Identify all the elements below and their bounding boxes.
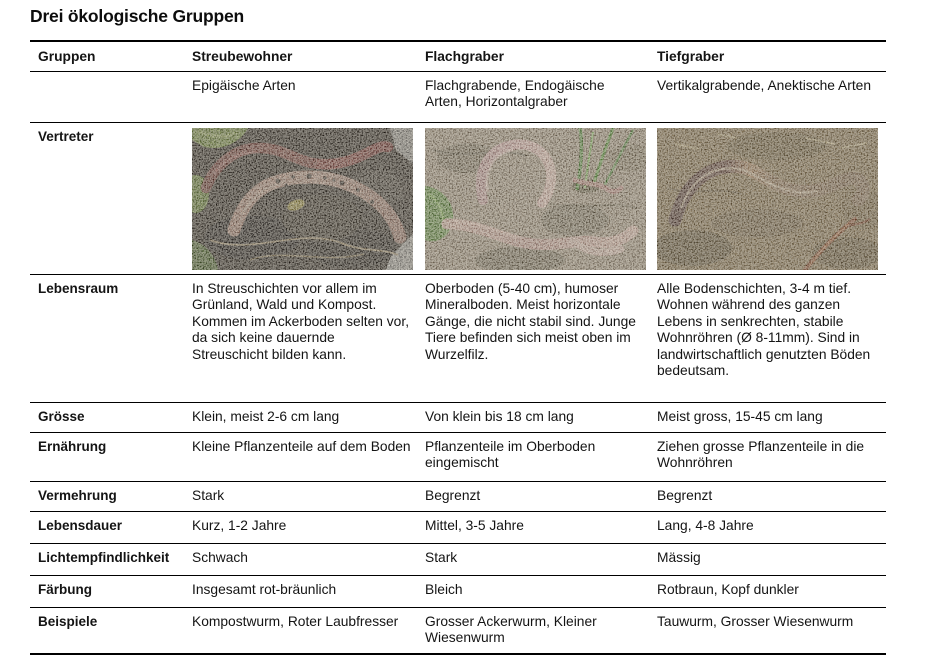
row-label: Vermehrung: [38, 487, 117, 503]
cell-licht-streubewohner: Schwach: [192, 549, 248, 565]
cell-ernaehrung-tiefgraber: Ziehen grosse Pflanzenteile in die Wohnröhren: [657, 438, 865, 470]
description-streubewohner: Epigäische Arten: [192, 77, 296, 93]
table-row-ernaehrung: [30, 432, 886, 481]
cell-lebensdauer-tiefgraber: Lang, 4-8 Jahre: [657, 517, 754, 533]
table-row-faerbung: [30, 575, 886, 607]
row-label: Färbung: [38, 581, 92, 597]
column-header-tiefgraber: Tiefgraber: [657, 49, 725, 64]
description-flachgraber: Flachgrabende, Endogäische Arten, Horizontalgraber: [425, 77, 605, 109]
cell-groesse-tiefgraber: Meist gross, 15-45 cm lang: [657, 408, 823, 424]
row-label: Lebensdauer: [38, 517, 123, 533]
table-row-beispiele: [30, 607, 886, 653]
cell-licht-flachgraber: Stark: [425, 549, 458, 565]
vertreter-cell-tiefgraber: [657, 123, 886, 274]
table-header-row: [30, 40, 886, 71]
cell-beispiele-flachgraber: Grosser Ackerwurm, Kleiner Wiesenwurm: [425, 613, 597, 645]
description-tiefgraber: Vertikalgrabende, Anektische Arten: [657, 77, 871, 93]
cell-lebensdauer-streubewohner: Kurz, 1-2 Jahre: [192, 517, 287, 533]
streubewohner-worms-photo: [192, 128, 413, 270]
cell-faerbung-tiefgraber: Rotbraun, Kopf dunkler: [657, 581, 799, 597]
column-header-streubewohner: Streubewohner: [192, 49, 293, 64]
row-label: Ernährung: [38, 438, 107, 454]
row-label-empty: [30, 72, 192, 122]
row-label-vertreter: Vertreter: [38, 128, 94, 144]
table-row-vermehrung: [30, 481, 886, 511]
table-row-groesse: [30, 402, 886, 432]
cell-vermehrung-tiefgraber: Begrenzt: [657, 487, 713, 503]
column-header-flachgraber: Flachgraber: [425, 49, 504, 64]
table-row-lebensraum: [30, 274, 886, 402]
cell-vermehrung-flachgraber: Begrenzt: [425, 487, 481, 503]
flachgraber-worms-photo: [425, 128, 646, 270]
vertreter-row: [30, 122, 886, 274]
vertreter-cell-flachgraber: [425, 123, 657, 274]
cell-lebensraum-streubewohner: In Streuschichten vor allem im Grünland, Wald und Kompost. Kommen im Ackerboden selten vor, da sich keine dauernde Streuschicht bilden kann.: [192, 280, 410, 362]
cell-faerbung-flachgraber: Bleich: [425, 581, 463, 597]
table-bottom-rule: [30, 653, 886, 655]
cell-lebensraum-flachgraber: Oberboden (5-40 cm), humoser Mineralboden. Meist horizontale Gänge, die nicht stabil sind. Junge Tiere befinden sich meist oben im Wurzelfilz.: [425, 280, 636, 362]
cell-ernaehrung-flachgraber: Pflanzenteile im Oberboden eingemischt: [425, 438, 596, 470]
group-description-row: [30, 71, 886, 122]
table-row-lebensdauer: [30, 511, 886, 543]
cell-beispiele-streubewohner: Kompostwurm, Roter Laubfresser: [192, 613, 399, 629]
cell-lebensraum-tiefgraber: Alle Bodenschichten, 3-4 m tief. Wohnen während des ganzen Lebens in senkrechten, stabile Wohnröhren (Ø 8-11mm). Sind in landwirtschaftlich genutzten Böden bedeutsam.: [657, 280, 871, 378]
cell-faerbung-streubewohner: Insgesamt rot-bräunlich: [192, 581, 337, 597]
row-label: Lichtempfindlichkeit: [38, 549, 170, 565]
table-row-lichtempfindlichkeit: [30, 543, 886, 575]
page-title: Drei ökologische Gruppen: [30, 6, 244, 26]
vertreter-cell-streubewohner: [192, 123, 425, 274]
row-label: Beispiele: [38, 613, 98, 629]
cell-licht-tiefgraber: Mässig: [657, 549, 701, 565]
tiefgraber-worm-photo: [657, 128, 878, 270]
cell-groesse-streubewohner: Klein, meist 2-6 cm lang: [192, 408, 340, 424]
row-label: Lebensraum: [38, 280, 119, 296]
cell-beispiele-tiefgraber: Tauwurm, Grosser Wiesenwurm: [657, 613, 854, 629]
row-label: Grösse: [38, 408, 85, 424]
ecological-groups-table: [30, 40, 886, 655]
cell-groesse-flachgraber: Von klein bis 18 cm lang: [425, 408, 574, 424]
cell-lebensdauer-flachgraber: Mittel, 3-5 Jahre: [425, 517, 524, 533]
column-header-gruppen: Gruppen: [38, 49, 96, 64]
cell-ernaehrung-streubewohner: Kleine Pflanzenteile auf dem Boden: [192, 438, 411, 454]
cell-vermehrung-streubewohner: Stark: [192, 487, 225, 503]
